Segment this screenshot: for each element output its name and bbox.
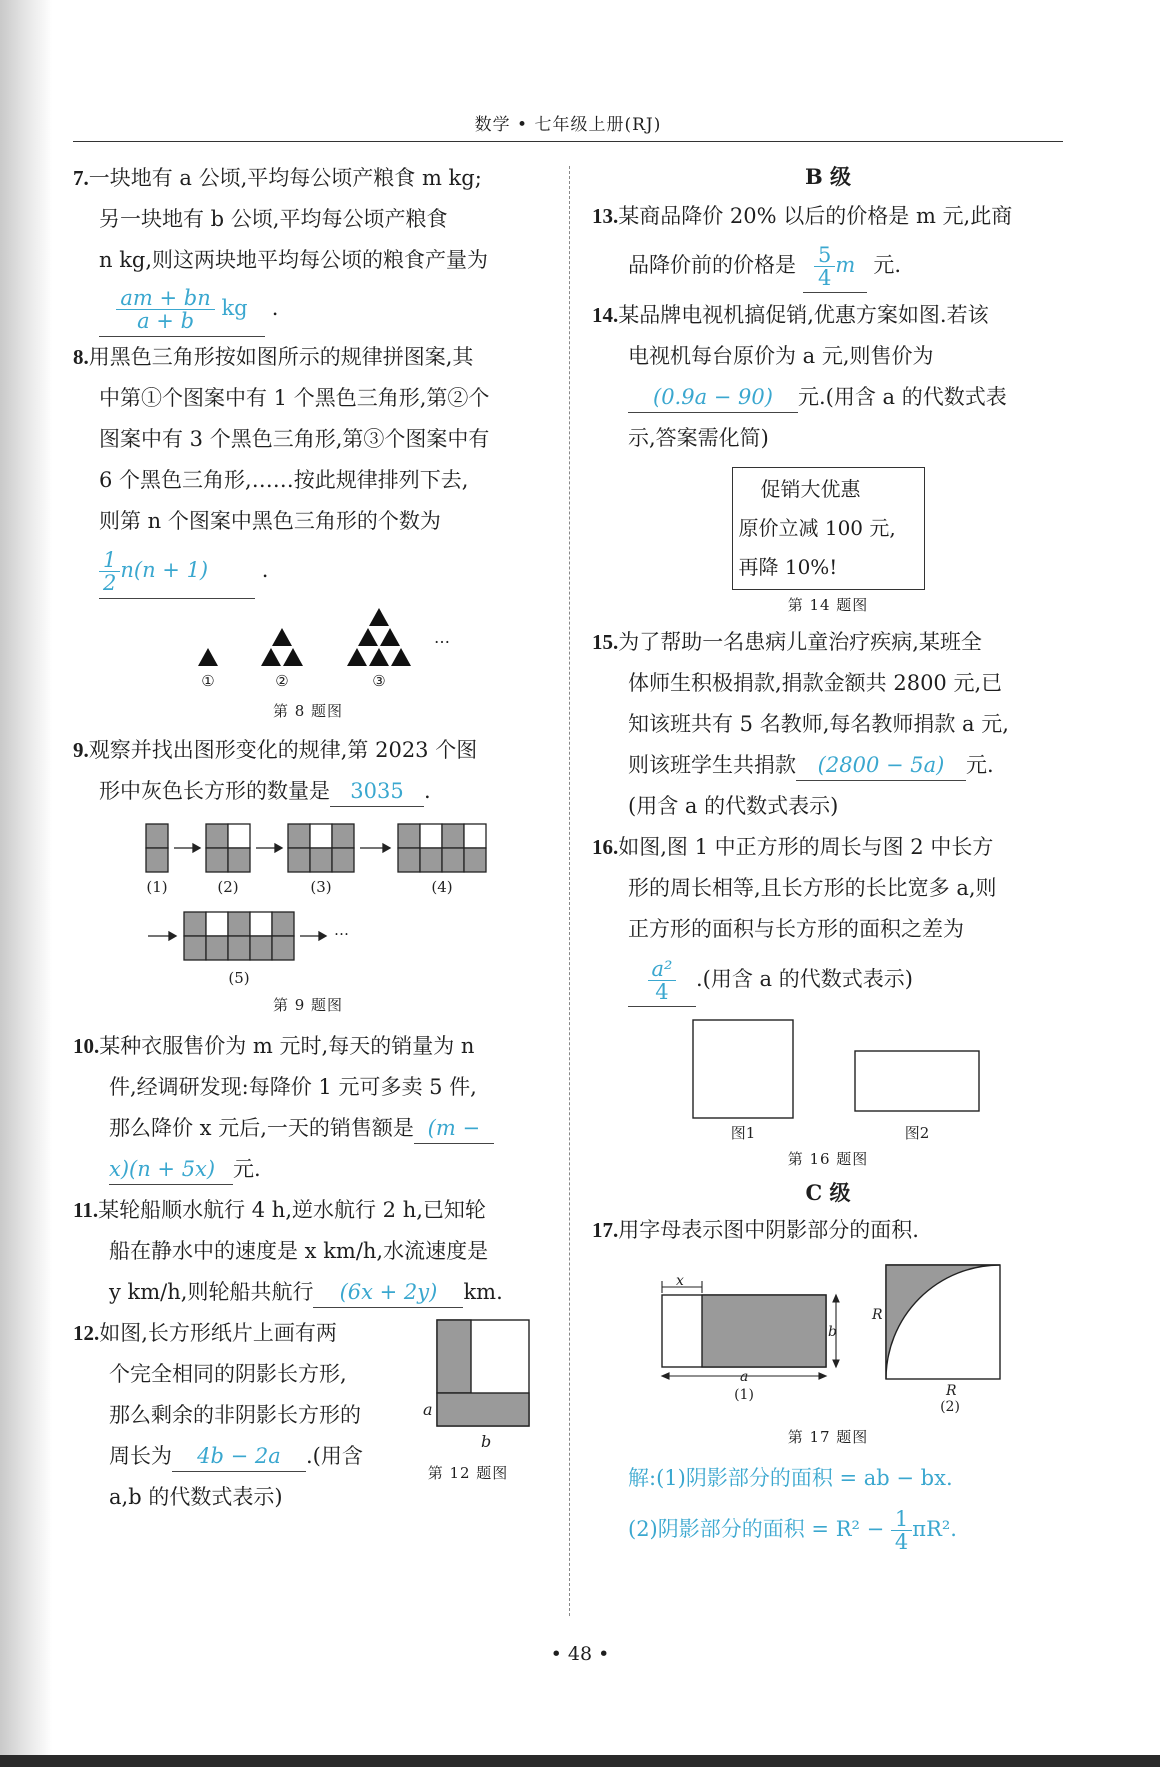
question-text: 形的周长相等,且长方形的长比宽多 a,则 [628, 876, 997, 900]
fraction-numerator: am + bn [116, 287, 214, 310]
question-16 [592, 827, 1064, 1176]
white-rectangle [228, 824, 250, 848]
sentence-end: 元. [233, 1157, 261, 1181]
rectangle-figure-2 [855, 1051, 979, 1111]
header-rule [73, 141, 1063, 142]
black-triangle [347, 648, 367, 666]
answer-blank: 4b − 2a [172, 1441, 306, 1472]
fraction-denominator: 4 [655, 980, 669, 1004]
gray-rectangle [184, 912, 206, 936]
question-10 [73, 1026, 543, 1190]
label-a: a [740, 1369, 749, 1385]
q16-square-rectangle-figure [673, 1014, 983, 1142]
black-triangle [358, 628, 378, 646]
answer-blank: 3035 [330, 776, 424, 807]
question-15 [592, 622, 1064, 827]
question-text: 6 个黑色三角形,……按此规律排列下去, [99, 468, 469, 492]
gray-rectangle [206, 848, 228, 872]
figure-label: (3) [310, 878, 332, 896]
figure-caption: 第 12 题图 [427, 1464, 509, 1482]
question-text: 如图,长方形纸片上画有两 [99, 1321, 337, 1345]
question-text: 用字母表示图中阴影部分的面积. [618, 1218, 919, 1242]
solution-line-2-end: πR². [912, 1517, 957, 1541]
question-number: 7. [73, 166, 89, 190]
fraction-denominator: 4 [818, 266, 832, 290]
answer-fraction [99, 549, 120, 594]
solution-fraction [891, 1508, 912, 1553]
gray-rectangle [420, 848, 442, 872]
arrow-head [193, 844, 200, 852]
answer-blank [99, 549, 255, 599]
white-rectangle [464, 824, 486, 848]
gray-rectangle [184, 936, 206, 960]
solution-line-1: 解:(1)阴影部分的面积 = ab − bx. [628, 1466, 953, 1490]
sentence-end: 元. [966, 753, 994, 777]
gray-rectangle [250, 936, 272, 960]
sentence-end: km. [463, 1280, 503, 1304]
gray-rectangle [398, 848, 420, 872]
gray-rectangle [288, 848, 310, 872]
answer-blank: (6x + 2y) [313, 1277, 463, 1308]
white-rectangle [250, 912, 272, 936]
fraction-numerator: 1 [99, 549, 120, 572]
question-text: 为了帮助一名患病儿童治疗疾病,某班全 [618, 630, 982, 654]
answer-blank: (0.9a − 90) [628, 382, 798, 413]
gray-rectangle [288, 824, 310, 848]
figure-label: (1) [734, 1387, 754, 1403]
figure-caption: 第 8 题图 [272, 702, 344, 720]
sentence-end: . [271, 296, 279, 320]
answer-blank [803, 244, 867, 293]
label-x: x [676, 1273, 684, 1289]
left-column [73, 158, 543, 1518]
gray-rectangle [398, 824, 420, 848]
arrow-head [169, 932, 176, 940]
figure-label: ② [275, 672, 289, 690]
answer-blank [99, 287, 265, 337]
fraction-numerator: 1 [891, 1508, 912, 1531]
arrow-head [319, 932, 326, 940]
promotion-box [732, 467, 925, 590]
question-12 [73, 1313, 543, 1518]
figure-label: (4) [431, 878, 453, 896]
gray-rectangle [310, 848, 332, 872]
question-text: n kg,则这两块地平均每公顷的粮食产量为 [99, 248, 489, 272]
question-text: 某品牌电视机搞促销,优惠方案如图.若该 [618, 303, 989, 327]
column-divider [569, 166, 570, 1616]
answer-blank: (m − [414, 1113, 494, 1144]
answer-expression: m [835, 253, 856, 277]
promo-line: 促销大优惠 [760, 477, 861, 501]
figure-label: (2) [940, 1399, 960, 1415]
arrow-head [275, 844, 282, 852]
black-triangle [369, 608, 389, 626]
question-text: 如图,图 1 中正方形的周长与图 2 中长方 [618, 835, 994, 859]
gray-rectangle [146, 848, 168, 872]
page-number: • 48 • [550, 1643, 610, 1665]
question-text: 另一块地有 b 公顷,平均每公顷产粮食 [99, 207, 448, 231]
black-triangle [272, 628, 292, 646]
question-text: 形中灰色长方形的数量是 [99, 779, 330, 803]
answer-unit: kg [221, 296, 248, 320]
question-13 [592, 196, 1064, 293]
figure-label: 图1 [730, 1124, 756, 1142]
sentence-end: . [261, 558, 269, 582]
level-heading-c: C 级 [805, 1180, 851, 1205]
figure-caption: 第 16 题图 [787, 1150, 869, 1168]
question-8 [73, 337, 543, 726]
question-7 [73, 158, 543, 335]
black-triangle [369, 648, 389, 666]
question-text: 那么降价 x 元后,一天的销售额是 [109, 1116, 414, 1140]
gray-rectangle [228, 936, 250, 960]
promo-line: 原价立减 100 元, [738, 516, 896, 540]
question-text: .(用含 a 的代数式表示) [696, 967, 913, 991]
figure-label: ③ [372, 672, 386, 690]
question-text: 元.(用含 a 的代数式表 [798, 385, 1007, 409]
question-text: 电视机每台原价为 a 元,则售价为 [628, 344, 934, 368]
label-radius-left: R [872, 1307, 883, 1323]
fraction-denominator: a + b [137, 309, 195, 333]
page-edge-shadow [0, 0, 52, 1767]
question-number: 11. [73, 1198, 99, 1222]
q12-rectangle-figure [415, 1317, 535, 1461]
promo-line: 再降 10%! [738, 555, 838, 579]
white-rectangle [310, 824, 332, 848]
question-text: (用含 a 的代数式表示) [628, 794, 839, 818]
question-text: 某轮船顺水航行 4 h,逆水航行 2 h,已知轮 [98, 1198, 486, 1222]
gray-rectangle [272, 936, 294, 960]
figure-label: (1) [146, 878, 168, 896]
question-text: 那么剩余的非阴影长方形的 [109, 1403, 361, 1427]
q8-triangle-figure [158, 598, 458, 690]
q9-rectangle-figure [108, 816, 508, 988]
black-triangle [380, 628, 400, 646]
question-text: 正方形的面积与长方形的面积之差为 [628, 917, 964, 941]
figure-caption: 第 9 题图 [272, 996, 344, 1014]
white-rectangle [420, 824, 442, 848]
question-text: 个完全相同的阴影长方形, [109, 1362, 347, 1386]
question-text: 品降价前的价格是 [628, 253, 796, 277]
right-column [592, 158, 1064, 1557]
answer-blank [628, 958, 696, 1007]
sentence-end: .(用含 [306, 1444, 363, 1468]
solution-line-2: (2)阴影部分的面积 = R² − [628, 1517, 885, 1541]
label-radius-bottom: R [946, 1383, 957, 1399]
question-9 [73, 730, 543, 1022]
question-text: 则该班学生共捐款 [628, 753, 796, 777]
arrow-head [383, 844, 390, 852]
question-text: 用黑色三角形按如图所示的规律拼图案,其 [88, 345, 474, 369]
answer-fraction [814, 244, 835, 289]
gray-rectangle [442, 848, 464, 872]
figure-label: 图2 [904, 1124, 930, 1142]
shaded-rectangle [702, 1295, 826, 1367]
q17-figure [638, 1259, 1018, 1419]
fraction-numerator: a² [648, 958, 677, 981]
gray-rectangle [332, 824, 354, 848]
figure-caption: 第 17 题图 [787, 1428, 869, 1446]
black-triangle [283, 648, 303, 666]
gray-rectangle [206, 824, 228, 848]
sentence-end: 元. [873, 253, 902, 277]
question-number: 10. [73, 1034, 100, 1058]
figure-caption: 第 14 题图 [787, 596, 869, 614]
question-number: 16. [592, 835, 619, 859]
question-text: 观察并找出图形变化的规律,第 2023 个图 [88, 738, 478, 762]
question-text: 周长为 [109, 1444, 172, 1468]
question-number: 15. [592, 630, 619, 654]
question-text: 一块地有 a 公顷,平均每公顷产粮食 m kg; [88, 166, 482, 190]
answer-expression: n(n + 1) [120, 558, 209, 582]
figure-label: (2) [217, 878, 239, 896]
black-triangle [261, 648, 281, 666]
question-number: 12. [73, 1321, 100, 1345]
label-a: a [423, 1400, 433, 1419]
black-triangle [391, 648, 411, 666]
answer-blank: (2800 − 5a) [796, 750, 966, 781]
level-heading-b: B 级 [804, 164, 852, 189]
answer-blank: x)(n + 5x) [109, 1154, 233, 1185]
answer-fraction [116, 287, 214, 332]
question-text: 体师生积极捐款,捐款金额共 2800 元,已 [628, 671, 1003, 695]
fraction-denominator: 2 [103, 571, 117, 595]
question-text: 示,答案需化简) [628, 426, 769, 450]
bottom-edge-bar [0, 1755, 1160, 1767]
gray-rectangle [332, 848, 354, 872]
question-11 [73, 1190, 543, 1313]
gray-rectangle [228, 912, 250, 936]
white-rectangle [206, 912, 228, 936]
question-text: 船在静水中的速度是 x km/h,水流速度是 [109, 1239, 489, 1263]
fraction-denominator: 4 [894, 1530, 909, 1554]
figure-ellipsis: … [434, 628, 450, 647]
label-b: b [828, 1324, 837, 1340]
question-number: 9. [73, 738, 89, 762]
gray-rectangle [272, 912, 294, 936]
question-text: 某种衣服售价为 m 元时,每天的销量为 n [99, 1034, 475, 1058]
question-number: 17. [592, 1218, 619, 1242]
question-number: 8. [73, 345, 89, 369]
answer-fraction [648, 958, 677, 1003]
figure-ellipsis: … [334, 921, 349, 939]
question-number: 13. [592, 204, 619, 228]
question-text: 某商品降价 20% 以后的价格是 m 元,此商 [618, 204, 1013, 228]
question-text: 知该班共有 5 名教师,每名教师捐款 a 元, [628, 712, 1009, 736]
shaded-rectangle [437, 1320, 471, 1393]
figure-label: ① [201, 672, 215, 690]
question-text: 中第①个图案中有 1 个黑色三角形,第②个 [99, 386, 490, 410]
sentence-end: . [424, 779, 431, 803]
question-text: 则第 n 个图案中黑色三角形的个数为 [99, 509, 441, 533]
fraction-numerator: 5 [814, 244, 835, 267]
question-text: y km/h,则轮船共航行 [109, 1280, 314, 1304]
square-figure-1 [693, 1020, 793, 1118]
question-text: 图案中有 3 个黑色三角形,第③个图案中有 [99, 427, 490, 451]
gray-rectangle [442, 824, 464, 848]
question-17 [592, 1210, 1064, 1557]
gray-rectangle [228, 848, 250, 872]
black-triangle [198, 648, 218, 666]
label-b: b [481, 1432, 492, 1451]
shaded-rectangle [437, 1393, 529, 1426]
question-number: 14. [592, 303, 619, 327]
gray-rectangle [146, 824, 168, 848]
gray-rectangle [464, 848, 486, 872]
page-header: 数学 • 七年级上册(RJ) [474, 115, 662, 135]
question-14 [592, 295, 1064, 620]
question-text: 件,经调研发现:每降价 1 元可多卖 5 件, [109, 1075, 477, 1099]
gray-rectangle [206, 936, 228, 960]
question-text: a,b 的代数式表示) [109, 1485, 283, 1509]
figure-label: (5) [228, 969, 250, 987]
